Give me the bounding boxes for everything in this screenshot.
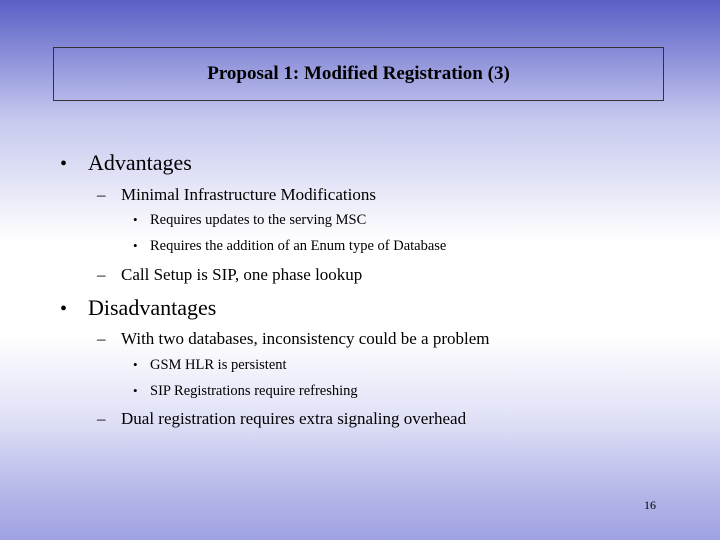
slide-title: Proposal 1: Modified Registration (3) [207, 63, 510, 84]
sub-sub-bullet-enum-database [133, 238, 446, 255]
bullet-marker: • [133, 238, 138, 253]
title-box [53, 47, 664, 101]
sub-sub-bullet-text: Requires updates to the serving MSC [150, 212, 367, 228]
sub-bullet-two-databases [97, 329, 490, 349]
bullet-advantages [60, 150, 192, 176]
sub-sub-bullet-sip-registrations [133, 383, 358, 400]
bullet-marker: • [133, 212, 138, 227]
sub-sub-bullet-text: Requires the addition of an Enum type of Database [150, 238, 447, 254]
sub-sub-bullet-gsm-hlr [133, 357, 287, 374]
page-number: 16 [644, 498, 656, 512]
sub-sub-bullet-text: SIP Registrations require refreshing [150, 383, 358, 399]
sub-bullet-text: With two databases, inconsistency could be a problem [121, 329, 490, 348]
bullet-marker: • [60, 298, 68, 320]
sub-bullet-minimal-modifications [97, 185, 376, 205]
sub-bullet-text: Dual registration requires extra signaling overhead [121, 409, 467, 428]
bullet-marker: • [133, 383, 138, 398]
bullet-disadvantages [60, 295, 216, 321]
bullet-text: Advantages [88, 150, 192, 175]
bullet-text: Disadvantages [88, 295, 217, 320]
sub-bullet-text: Minimal Infrastructure Modifications [121, 185, 376, 204]
dash-marker: – [97, 409, 106, 428]
sub-sub-bullet-serving-msc [133, 212, 366, 229]
dash-marker: – [97, 265, 106, 284]
bullet-marker: • [60, 153, 68, 175]
sub-bullet-dual-registration [97, 409, 466, 429]
dash-marker: – [97, 329, 106, 348]
sub-bullet-text: Call Setup is SIP, one phase lookup [121, 265, 363, 284]
sub-sub-bullet-text: GSM HLR is persistent [150, 357, 287, 373]
dash-marker: – [97, 185, 106, 204]
bullet-marker: • [133, 357, 138, 372]
sub-bullet-call-setup [97, 265, 362, 285]
